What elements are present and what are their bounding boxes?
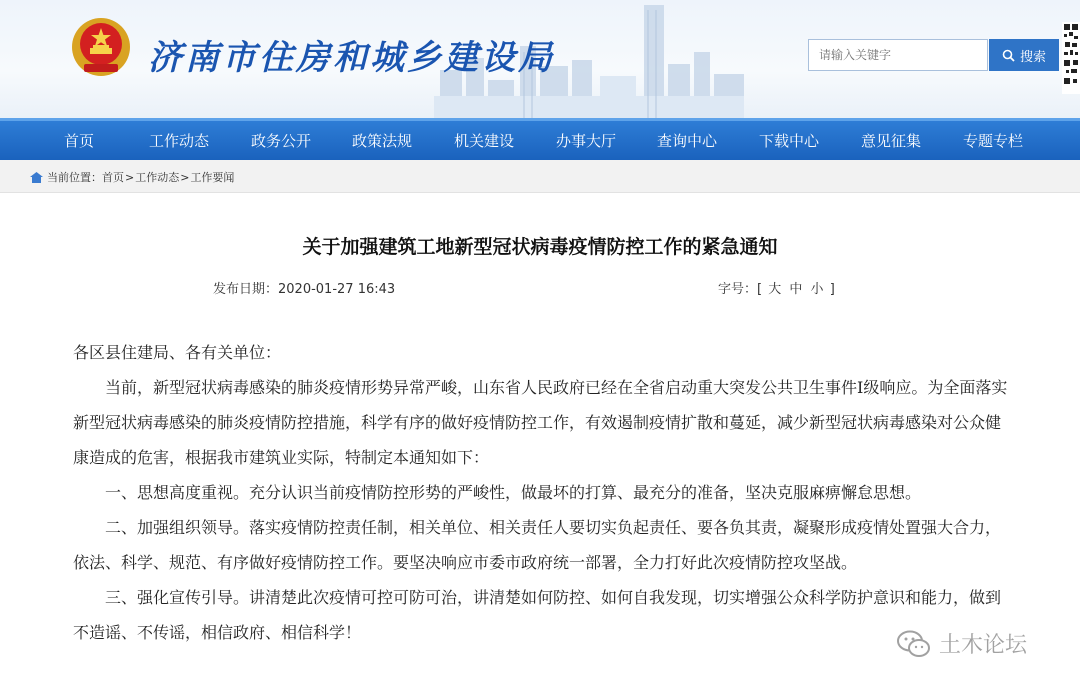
font-size-bracket-close: ] bbox=[829, 282, 835, 297]
nav-item-download-center[interactable]: 下载中心 bbox=[759, 132, 820, 150]
font-size-medium-button[interactable]: 中 bbox=[789, 282, 803, 297]
nav-item-policies[interactable]: 政策法规 bbox=[352, 132, 413, 150]
nav-item-query-center[interactable]: 查询中心 bbox=[657, 132, 718, 150]
search-icon bbox=[1002, 49, 1015, 62]
publish-date-value: 2020-01-27 16:43 bbox=[278, 282, 396, 297]
main-nav bbox=[0, 118, 1080, 160]
font-size-bracket-open: [ bbox=[757, 282, 763, 297]
breadcrumb bbox=[0, 160, 1080, 193]
search-input[interactable] bbox=[808, 39, 988, 71]
search-button-label: 搜索 bbox=[1019, 49, 1046, 65]
nav-item-service-hall[interactable]: 办事大厅 bbox=[556, 132, 617, 150]
article-paragraph: 当前，新型冠状病毒感染的肺炎疫情形势异常严峻，山东省人民政府已经在全省启动重大突发公共卫生事件I级响应。为全面落实新型冠状病毒感染的肺炎疫情防控措施，科学有序的做好疫情防控工作，有效遏制疫情扩散和蔓延，减少新型冠状病毒感染对公众健康造成的危害，根据我市建筑业实际，特制定本通知如下： bbox=[73, 378, 1008, 467]
location-icon bbox=[30, 172, 43, 183]
nav-item-opinion-collection[interactable]: 意见征集 bbox=[861, 132, 922, 150]
breadcrumb-work-news-link[interactable]: 工作动态 bbox=[135, 171, 180, 184]
nav-item-gov-affairs[interactable]: 政务公开 bbox=[251, 132, 312, 150]
breadcrumb-label: 当前位置： bbox=[47, 171, 102, 184]
wechat-icon bbox=[897, 630, 931, 658]
article-paragraph: 二、加强组织领导。落实疫情防控责任制，相关单位、相关责任人要切实负起责任、要各负其责，凝聚形成疫情处置强大合力，依法、科学、规范、有序做好疫情防控工作。要坚决响应市委市政府统一部署，全力打好此次疫情防控攻坚战。 bbox=[73, 518, 1002, 572]
article-paragraph: 三、强化宣传引导。讲清楚此次疫情可控可防可治，讲清楚如何防控、如何自我发现，切实增强公众科学防护意识和能力，做到不造谣、不传谣，相信政府、相信科学！ bbox=[73, 588, 1002, 642]
search-button[interactable] bbox=[989, 39, 1059, 71]
site-header bbox=[0, 0, 1080, 118]
watermark-text: 土木论坛 bbox=[939, 633, 1028, 658]
nav-item-work-news[interactable]: 工作动态 bbox=[149, 132, 210, 150]
breadcrumb-work-highlights-link[interactable]: 工作要闻 bbox=[190, 171, 235, 184]
font-size-control bbox=[718, 278, 835, 297]
font-size-label: 字号： bbox=[718, 282, 758, 297]
nav-item-agency-building[interactable]: 机关建设 bbox=[454, 132, 515, 150]
site-title: 济南市住房和城乡建设局 bbox=[148, 38, 555, 78]
article-body bbox=[73, 335, 1008, 650]
font-size-large-button[interactable]: 大 bbox=[768, 282, 782, 297]
breadcrumb-separator: > bbox=[180, 170, 190, 184]
article-salutation: 各区县住建局、各有关单位： bbox=[73, 343, 282, 362]
publish-date bbox=[213, 278, 395, 297]
breadcrumb-separator: > bbox=[125, 170, 135, 184]
breadcrumb-home-link[interactable]: 首页 bbox=[102, 171, 124, 184]
nav-item-home[interactable]: 首页 bbox=[64, 132, 95, 150]
nav-item-special-topics[interactable]: 专题专栏 bbox=[963, 132, 1024, 150]
national-emblem-icon bbox=[70, 16, 132, 78]
watermark bbox=[897, 628, 1027, 659]
font-size-small-button[interactable]: 小 bbox=[810, 282, 824, 297]
publish-date-label: 发布日期： bbox=[213, 282, 279, 297]
article-paragraph: 一、思想高度重视。充分认识当前疫情防控形势的严峻性，做最坏的打算、最充分的准备，坚决克服麻痹懈怠思想。 bbox=[105, 483, 922, 502]
qr-code-icon[interactable] bbox=[1062, 22, 1080, 94]
article-title: 关于加强建筑工地新型冠状病毒疫情防控工作的紧急通知 bbox=[302, 236, 778, 258]
